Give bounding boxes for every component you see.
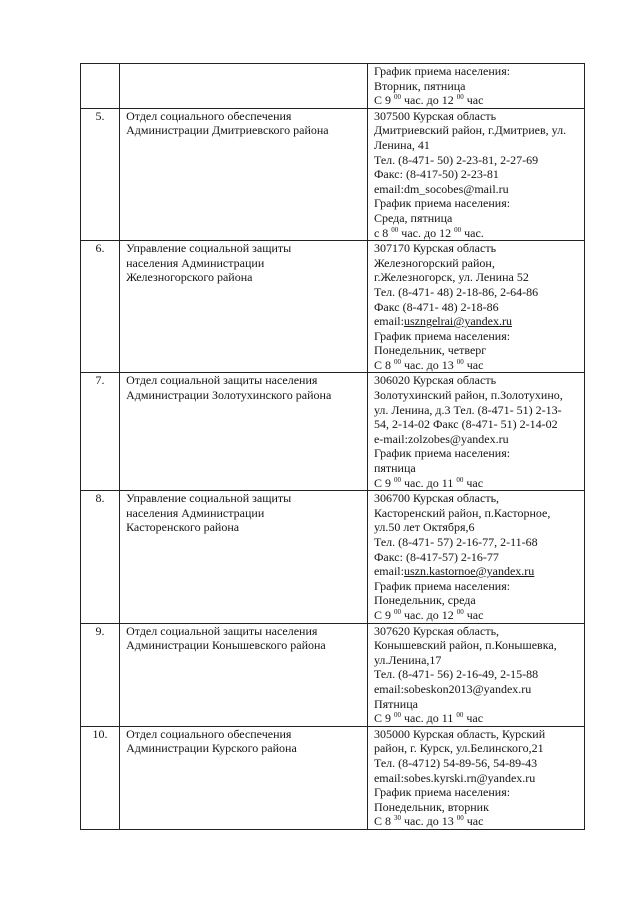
contact-text: час. до 12	[398, 225, 455, 240]
contact-line: email:dm_socobes@mail.ru	[373, 181, 509, 196]
contact-line: Касторенский район, п.Касторное,	[373, 505, 551, 520]
email-address: uszngelrai@yandex.ru	[403, 314, 512, 329]
organization-name	[120, 64, 368, 109]
contact-details	[367, 491, 584, 623]
organization-name-line: Управление социальной защиты	[126, 241, 292, 256]
organization-name-line: Железногорского района	[126, 270, 253, 285]
contact-line	[374, 358, 580, 373]
contact-line: 54, 2-14-02 Факс (8-471- 51) 2-14-02	[373, 417, 558, 432]
table-row	[81, 623, 585, 726]
contact-line: Тел. (8-4712) 54-89-56, 54-89-43	[373, 755, 538, 770]
contact-line: Факс: (8-417-57) 2-16-77	[373, 549, 499, 564]
time-minutes-superscript: 00	[456, 475, 464, 484]
contact-text: час	[463, 814, 484, 829]
time-minutes-superscript: 00	[456, 93, 464, 102]
contact-details	[367, 623, 584, 726]
contact-text: час. до 11	[400, 475, 457, 490]
contact-line: 307170 Курская область	[373, 241, 497, 256]
row-number: 8.	[81, 491, 120, 623]
row-number: 6.	[81, 241, 120, 373]
contact-line: ул. Ленина, д.3 Тел. (8-471- 51) 2-13-	[373, 402, 562, 417]
row-number: 7.	[81, 373, 120, 491]
contact-line: email:sobes.kyrski.rn@yandex.ru	[373, 770, 536, 785]
contact-text: час. до 13	[400, 357, 457, 372]
contact-line: Понедельник, среда	[373, 593, 476, 608]
row-number: 5.	[81, 108, 120, 240]
contact-line: email:sobeskon2013@yandex.ru	[373, 681, 532, 696]
contact-line: Дмитриевский район, г.Дмитриев, ул.	[373, 123, 567, 138]
contact-text: С 9	[373, 93, 394, 108]
contact-line: График приема населения:	[373, 64, 511, 78]
contact-text: час	[463, 93, 484, 108]
departments-table	[80, 63, 585, 830]
contact-line: Тел. (8-471- 57) 2-16-77, 2-11-68	[373, 535, 538, 549]
organization-name	[120, 241, 368, 373]
contact-line: Пятница	[373, 696, 418, 711]
time-minutes-superscript: 30	[393, 814, 401, 823]
time-minutes-superscript: 00	[454, 225, 462, 234]
contact-text: час. до 11	[400, 711, 457, 726]
time-minutes-superscript: 00	[456, 607, 464, 616]
contact-line	[374, 711, 580, 726]
departments-table-body	[81, 64, 585, 830]
organization-name-line: населения Администрации	[126, 255, 265, 270]
organization-name	[120, 726, 368, 829]
contact-line: Понедельник, четверг	[373, 343, 487, 358]
contact-text: час.	[461, 225, 484, 240]
organization-name-line: Отдел социальной защиты населения	[126, 373, 318, 388]
time-minutes-superscript: 00	[456, 814, 464, 823]
contact-line: 306700 Курская область,	[373, 491, 500, 506]
contact-line: График приема населения:	[373, 196, 511, 211]
contact-line: График приема населения:	[373, 446, 511, 461]
contact-line: Конышевский район, п.Конышевка,	[373, 638, 557, 653]
time-minutes-superscript: 00	[393, 93, 401, 102]
contact-text: email:	[373, 314, 404, 329]
contact-text: С 8	[373, 814, 394, 829]
contact-line: 307500 Курская область	[373, 108, 497, 123]
contact-line: Вторник, пятница	[373, 78, 466, 93]
time-minutes-superscript: 00	[456, 357, 464, 366]
contact-text: час	[463, 475, 484, 490]
table-row	[81, 491, 585, 623]
contact-line: Железногорский район,	[373, 255, 495, 270]
contact-line: Золотухинский район, п.Золотухино,	[373, 388, 563, 403]
organization-name-line: Администрации Курского района	[126, 741, 297, 756]
contact-line	[374, 476, 580, 491]
contact-details	[367, 108, 584, 240]
contact-text: час	[463, 357, 484, 372]
organization-name-line: Отдел социального обеспечения	[126, 726, 292, 741]
organization-name	[120, 623, 368, 726]
contact-line	[374, 226, 580, 241]
contact-line: Тел. (8-471- 56) 2-16-49, 2-15-88	[373, 667, 539, 682]
contact-text: с 8	[373, 225, 392, 240]
organization-name-line: Отдел социальной защиты населения	[126, 623, 318, 638]
contact-line: e-mail:zolzobes@yandex.ru	[373, 431, 509, 446]
table-row	[81, 241, 585, 373]
contact-text: email:	[373, 564, 404, 579]
table-row	[81, 373, 585, 491]
contact-line: Ленина, 41	[373, 137, 430, 152]
contact-text: час. до 13	[400, 814, 457, 829]
table-row	[81, 64, 585, 109]
contact-line: пятница	[373, 461, 416, 476]
contact-line	[374, 93, 580, 108]
contact-line: Среда, пятница	[373, 210, 453, 225]
organization-name	[120, 491, 368, 623]
contact-line	[374, 608, 580, 623]
time-minutes-superscript: 00	[456, 711, 464, 720]
contact-text: С 9	[373, 475, 394, 490]
contact-details	[367, 726, 584, 829]
time-minutes-superscript: 00	[393, 475, 401, 484]
contact-line: График приема населения:	[373, 328, 511, 343]
organization-name-line: Администрации Конышевского района	[126, 638, 326, 653]
organization-name-line: Управление социальной защиты	[126, 491, 292, 506]
contact-details	[367, 241, 584, 373]
table-row	[81, 108, 585, 240]
contact-text: С 8	[373, 357, 394, 372]
organization-name	[120, 108, 368, 240]
organization-name-line: Отдел социального обеспечения	[126, 108, 292, 123]
contact-line	[374, 814, 580, 829]
contact-line: 306020 Курская область	[373, 373, 497, 388]
contact-line: Тел. (8-471- 48) 2-18-86, 2-64-86	[373, 284, 539, 299]
contact-line: Факс: (8-417-50) 2-23-81	[373, 167, 499, 182]
contact-text: час	[463, 711, 484, 726]
email-address: uszn.kastornoe@yandex.ru	[403, 564, 535, 579]
time-minutes-superscript: 00	[393, 711, 401, 720]
organization-name	[120, 373, 368, 491]
row-number	[81, 64, 120, 109]
contact-line: 305000 Курская область, Курский	[373, 726, 546, 741]
contact-line: Тел. (8-471- 50) 2-23-81, 2-27-69	[373, 152, 539, 167]
contact-line: График приема населения:	[373, 785, 511, 800]
contact-line: ул.Ленина,17	[373, 652, 442, 667]
contact-line: Понедельник, вторник	[373, 799, 489, 814]
contact-line: Факс (8-471- 48) 2-18-86	[373, 299, 499, 314]
organization-name-line: Администрации Золотухинского района	[126, 388, 332, 403]
contact-line: ул.50 лет Октября,6	[373, 520, 475, 535]
table-row	[81, 726, 585, 829]
contact-text: С 9	[373, 711, 394, 726]
time-minutes-superscript: 00	[393, 357, 401, 366]
contact-text: час. до 12	[400, 93, 457, 108]
contact-line: 307620 Курская область,	[373, 623, 500, 638]
contact-line	[374, 564, 580, 579]
row-number: 10.	[81, 726, 120, 829]
time-minutes-superscript: 00	[393, 607, 401, 616]
time-minutes-superscript: 00	[391, 225, 399, 234]
organization-name-line: населения Администрации	[126, 505, 265, 520]
contact-text: час	[463, 607, 484, 622]
contact-line	[374, 314, 580, 329]
organization-name-line: Касторенского района	[126, 520, 240, 535]
contact-details	[367, 373, 584, 491]
organization-name-line: Администрации Дмитриевского района	[126, 123, 329, 138]
contact-text: час. до 12	[400, 607, 457, 622]
contact-line: График приема населения:	[373, 578, 511, 593]
contact-text: С 9	[373, 607, 394, 622]
contact-details	[367, 64, 584, 109]
contact-line: г.Железногорск, ул. Ленина 52	[373, 270, 529, 285]
contact-line: район, г. Курск, ул.Белинского,21	[373, 741, 544, 756]
row-number: 9.	[81, 623, 120, 726]
